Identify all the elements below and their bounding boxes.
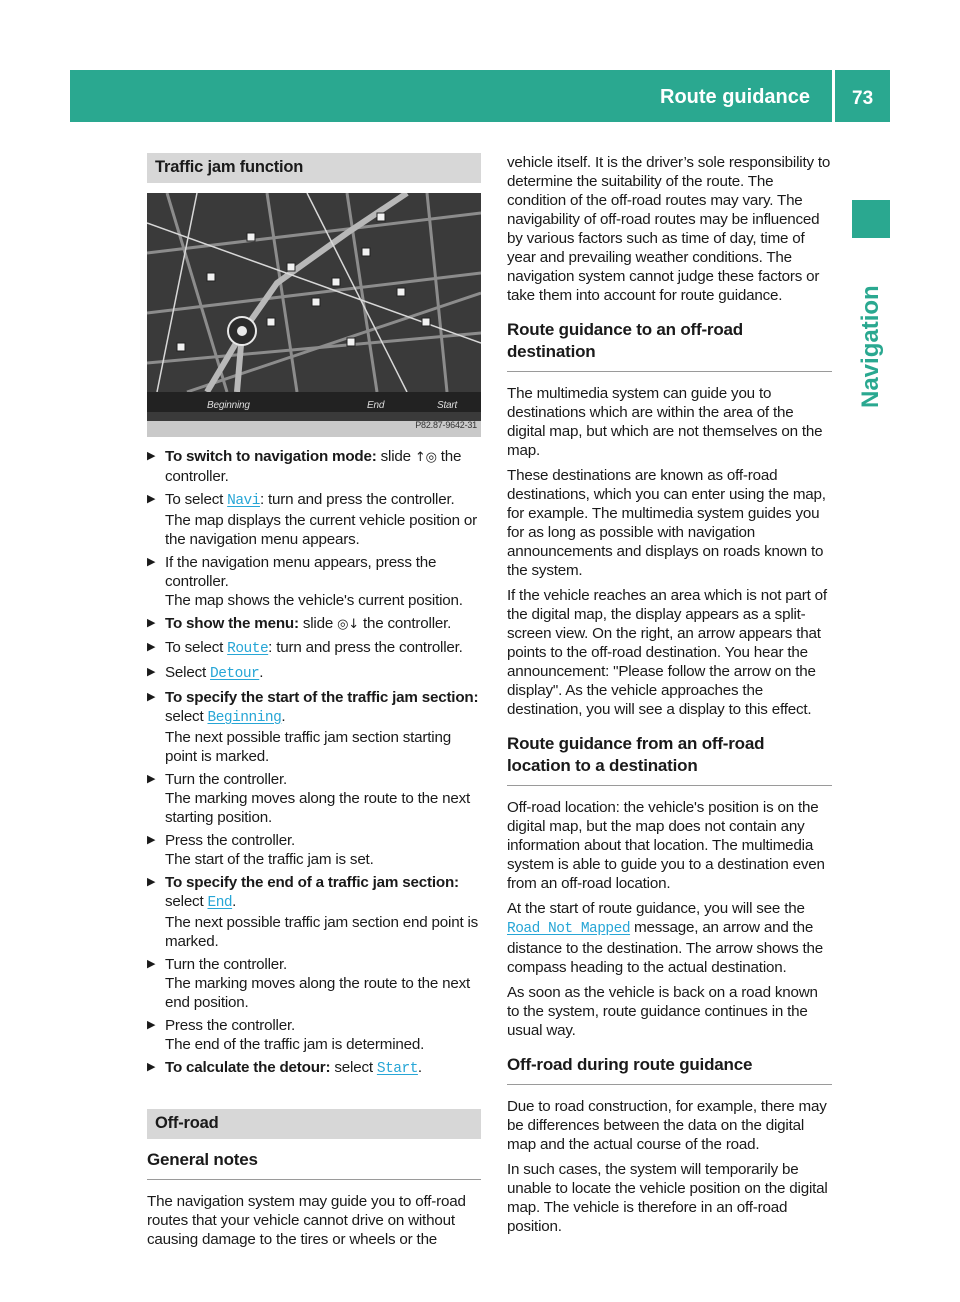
step-instruction (165, 1016, 481, 1035)
subsection-title-to-offroad: Route guidance to an off-road destination (507, 319, 832, 372)
instruction-step (147, 614, 481, 634)
ui-road-not-mapped: Road Not Mapped (507, 921, 631, 937)
text-run: . (232, 893, 237, 910)
text-run: the controller. (165, 448, 462, 485)
text-run: Turn the controller. (165, 771, 288, 788)
step-instruction (165, 770, 481, 789)
instruction-step (147, 638, 481, 659)
step-arrow-icon: ▶ (147, 691, 156, 703)
instruction-step (147, 490, 481, 549)
ui-option-text: Start (376, 1061, 418, 1077)
instruction-step (147, 831, 481, 869)
section-title-traffic-jam: Traffic jam function (147, 153, 481, 183)
text-run: Press the controller. (165, 1017, 296, 1034)
text-run: To specify the start of the traffic jam section: (165, 689, 479, 706)
subsection-title-during-guidance: Off-road during route guidance (507, 1054, 832, 1085)
page-number: 73 (852, 88, 874, 109)
ui-option-text: Route (227, 641, 269, 657)
text-run: select (330, 1059, 377, 1076)
instruction-step (147, 1058, 481, 1079)
step-arrow-icon: ▶ (147, 1019, 156, 1031)
figure-code: P82.87-9642-31 (415, 420, 477, 430)
instruction-step (147, 553, 481, 610)
from-offroad-paragraph-3: As soon as the vehicle is back on a road known to the system, route guidance continues in the usual way. (507, 984, 818, 1039)
step-arrow-icon: ▶ (147, 773, 156, 785)
text-run: If the navigation menu appears, press the controller. (165, 554, 437, 590)
instruction-step (147, 770, 481, 827)
page-header-title: Route guidance (660, 86, 811, 108)
to-offroad-paragraph-3: If the vehicle reaches an area which is not part of the digital map, the display appears as a split-screen view. On the right, an arrow appears that points to the off-road destination. You hear the announcement: "Please follow the arrow on the display". As the vehicle approaches the destination, you will see a display to this effect. (507, 587, 827, 718)
side-marker (852, 200, 890, 238)
text-run: : turn and press the controller. (259, 491, 455, 508)
step-instruction (165, 447, 481, 486)
step-result: The start of the traffic jam is set. (165, 851, 374, 868)
from-offroad-paragraph-2 (507, 899, 832, 977)
instruction-step (147, 955, 481, 1012)
to-offroad-paragraph-1: The multimedia system can guide you to destinations which are within the area of the digital map, but which are not themselves on the map. (507, 385, 823, 459)
text-run: . (417, 1059, 422, 1076)
right-column (507, 153, 832, 1242)
instruction-step (147, 1016, 481, 1054)
ui-option-text: Navi (227, 493, 260, 509)
navigation-map-figure (147, 193, 481, 437)
step-result: The marking moves along the route to the next starting position. (165, 790, 471, 826)
step-instruction (165, 663, 481, 684)
step-arrow-icon: ▶ (147, 958, 156, 970)
ui-option-text: Detour (210, 666, 260, 682)
text-run: To select (165, 639, 228, 656)
controller-icon: ◎↓ (337, 617, 359, 632)
step-arrow-icon: ▶ (147, 617, 156, 629)
instruction-step (147, 873, 481, 951)
general-notes-text: The navigation system may guide you to off-road routes that your vehicle cannot drive on without causing damage to the tires or wheels or the (147, 1193, 466, 1248)
section-title-off-road: Off-road (147, 1109, 481, 1139)
step-instruction (165, 638, 481, 659)
instruction-step (147, 688, 481, 766)
intro-paragraph: vehicle itself. It is the driver’s sole responsibility to determine the suitability of the route. The condition of the off-road routes may vary. The navigability of off-road routes may be influenced by various factors such as time of day, time of year and prevailing weather conditions. The navigation system cannot judge these factors or take them into account for route guidance. (507, 154, 831, 304)
step-instruction (165, 873, 481, 913)
step-arrow-icon: ▶ (147, 876, 156, 888)
header-divider (832, 70, 835, 122)
map-bar-start: Start (437, 400, 458, 411)
controller-icon: ↑◎ (414, 450, 437, 465)
text-run: . (259, 664, 264, 681)
subsection-title-from-offroad: Route guidance from an off-road location to a destination (507, 733, 832, 786)
text-run: select (165, 708, 208, 725)
step-instruction (165, 490, 481, 511)
step-instruction (165, 688, 481, 728)
ui-option-text: End (207, 895, 233, 911)
text-run: To switch to navigation mode: (165, 448, 377, 465)
text-run: message, an arrow and the distance to the destination. The arrow shows the compass heading to the actual destination. (507, 919, 823, 976)
step-instruction (165, 614, 481, 634)
text-run: select (165, 893, 208, 910)
text-run: slide (376, 448, 415, 465)
text-run: To select (165, 491, 228, 508)
step-result: The next possible traffic jam section end point is marked. (165, 914, 479, 950)
text-run: the controller. (358, 615, 452, 632)
text-run: At the start of route guidance, you will see the (507, 900, 805, 917)
map-menu-bar (147, 392, 481, 412)
text-run: Turn the controller. (165, 956, 288, 973)
text-run: Select (165, 664, 211, 681)
instruction-step (147, 447, 481, 486)
step-arrow-icon: ▶ (147, 666, 156, 678)
step-instruction (165, 1058, 481, 1079)
text-run: slide (298, 615, 338, 632)
step-result: The map shows the vehicle's current position. (165, 592, 463, 609)
step-result: The marking moves along the route to the next end position. (165, 975, 471, 1011)
chapter-tab: Navigation (857, 285, 884, 408)
instruction-steps (147, 447, 481, 1079)
step-arrow-icon: ▶ (147, 834, 156, 846)
step-instruction (165, 831, 481, 850)
map-bar-end: End (367, 400, 385, 411)
text-run: Press the controller. (165, 832, 296, 849)
step-arrow-icon: ▶ (147, 450, 156, 462)
instruction-step (147, 663, 481, 684)
subsection-title-general-notes: General notes (147, 1149, 481, 1180)
step-instruction (165, 955, 481, 974)
text-run: To specify the end of a traffic jam section: (165, 874, 459, 891)
step-arrow-icon: ▶ (147, 556, 156, 568)
step-result: The next possible traffic jam section starting point is marked. (165, 729, 451, 765)
during-guidance-paragraph-1: Due to road construction, for example, there may be differences between the data on the digital map and the actual course of the road. (507, 1098, 827, 1153)
text-run: : turn and press the controller. (268, 639, 463, 656)
step-instruction (165, 553, 481, 591)
during-guidance-paragraph-2: In such cases, the system will temporarily be unable to locate the vehicle position on the digital map. The vehicle is therefore in an off-road position. (507, 1161, 828, 1235)
step-arrow-icon: ▶ (147, 1061, 156, 1073)
map-bar-beginning: Beginning (207, 400, 250, 411)
from-offroad-paragraph-1: Off-road location: the vehicle's position is on the digital map, but the map does not contain any information about that location. The multimedia system is able to guide you to a destination even from an off-road location. (507, 799, 825, 892)
step-result: The map displays the current vehicle position or the navigation menu appears. (165, 512, 478, 548)
text-run: To calculate the detour: (165, 1059, 331, 1076)
to-offroad-paragraph-2: These destinations are known as off-road destinations, which you can enter using the map, for example. The multimedia system guides you for as long as possible with navigation announcements and displays on roads known to the system. (507, 467, 826, 579)
text-run: To show the menu: (165, 615, 299, 632)
ui-option-text: Beginning (207, 710, 282, 726)
step-result: The end of the traffic jam is determined. (165, 1036, 425, 1053)
step-arrow-icon: ▶ (147, 641, 156, 653)
step-arrow-icon: ▶ (147, 493, 156, 505)
text-run: . (281, 708, 286, 725)
left-column (147, 153, 481, 1255)
